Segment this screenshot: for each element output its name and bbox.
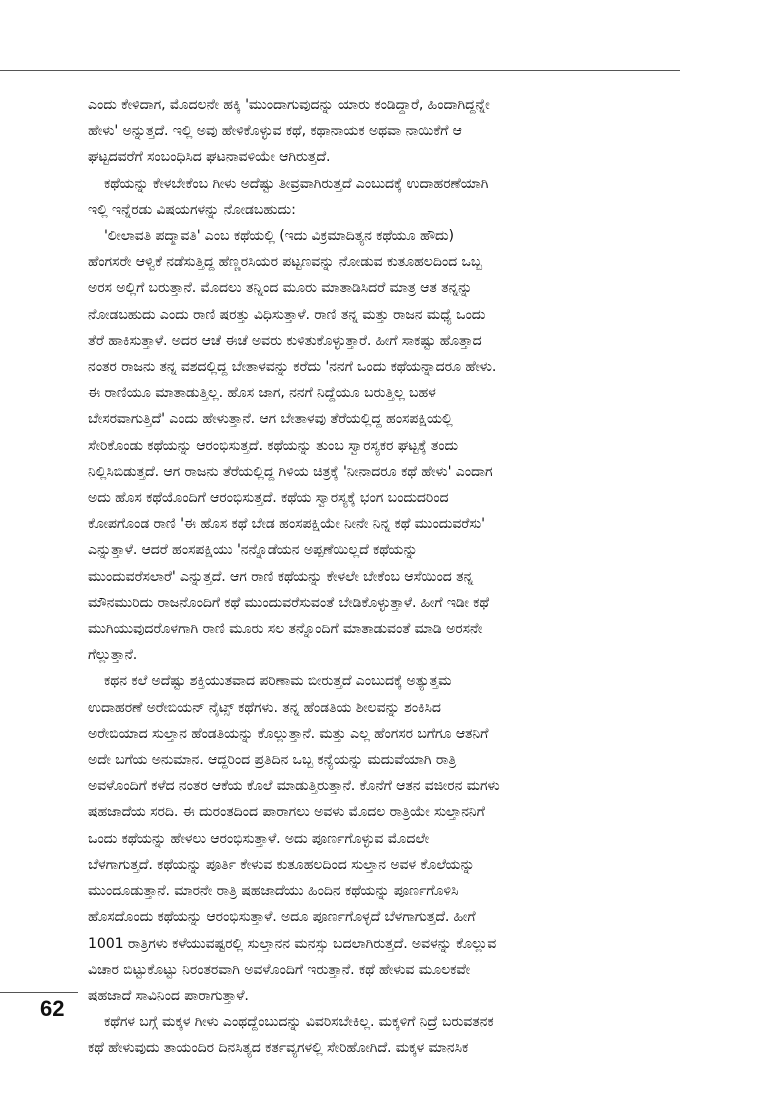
text-line: ಷಹಜಾದೆಯ ಸರದಿ. ಈ ದುರಂತದಿಂದ ಪಾರಾಗಲು ಅವಳು ಮೊದಲ ರಾತ್ರಿಯೇ ಸುಲ್ತಾನನಿಗೆ [88,804,485,821]
footer-rule [0,992,78,993]
text-line: ಷಹಜಾದೆ ಸಾವಿನಿಂದ ಪಾರಾಗುತ್ತಾಳೆ. [88,987,249,1004]
text-line: ಹೊಸದೊಂದು ಕಥೆಯನ್ನು ಆರಂಭಿಸುತ್ತಾಳೆ. ಅದೂ ಪೂರ್ಣಗೊಳ್ಳದೆ ಬೆಳಗಾಗುತ್ತದೆ. ಹೀಗೆ [88,909,476,926]
text-line: ಕಥನ ಕಲೆ ಅದೆಷ್ಟು ಶಕ್ತಿಯುತವಾದ ಪರಿಣಾಮ ಬೀರುತ್ತದೆ ಎಂಬುದಕ್ಕೆ ಅತ್ಯುತ್ತಮ [104,673,452,690]
text-line: ನಿಲ್ಲಿಸಿಬಿಡುತ್ತದೆ. ಆಗ ರಾಜನು ತೆರೆಯಲ್ಲಿದ್ದ ಗಿಳಿಯ ಚಿತ್ರಕ್ಕೆ 'ನೀನಾದರೂ ಕಥೆ ಹೇಳು' ಎಂದಾಗ [88,463,493,480]
text-line: ಮುಗಿಯುವುದರೊಳಗಾಗಿ ರಾಣಿ ಮೂರು ಸಲ ತನ್ನೊಂದಿಗೆ ಮಾತಾಡುವಂತೆ ಮಾಡಿ ಅರಸನೇ [88,621,483,638]
text-line: ಅವಳೊಂದಿಗೆ ಕಳೆದ ನಂತರ ಆಕೆಯ ಕೊಲೆ ಮಾಡುತ್ತಿರುತ್ತಾನೆ. ಕೊನೆಗೆ ಆತನ ವಜೀರನ ಮಗಳು [88,778,500,795]
text-line: ಕಥೆ ಹೇಳುವುದು ತಾಯಂದಿರ ದಿನಸಿತ್ಯದ ಕರ್ತವ್ಯಗಳಲ್ಲಿ ಸೇರಿಹೋಗಿದೆ. ಮಕ್ಕಳ ಮಾನಸಿಕ [88,1040,469,1057]
text-line: ಉದಾಹರಣೆ ಅರೇಬಿಯನ್ ನೈಟ್ಸ್ ಕಥೆಗಳು. ತನ್ನ ಹೆಂಡತಿಯ ಶೀಲವನ್ನು ಶಂಕಿಸಿದ [88,699,441,716]
text-line: ಘಟ್ಟದವರೆಗೆ ಸಂಬಂಧಿಸಿದ ಘಟನಾವಳಿಯೇ ಆಗಿರುತ್ತದೆ. [88,149,331,166]
text-line: ಗೆಲ್ಲುತ್ತಾನೆ. [88,647,138,664]
text-line: 1001 ರಾತ್ರಿಗಳು ಕಳೆಯುವಷ್ಟರಲ್ಲಿ ಸುಲ್ತಾನನ ಮನಸ್ಸು ಬದಲಾಗಿರುತ್ತದೆ. ಅವಳನ್ನು ಕೊಲ್ಲುವ [88,935,497,952]
text-line: ಎನ್ನುತ್ತಾಳೆ. ಆದರೆ ಹಂಸಪಕ್ಷಿಯು 'ನನ್ನೊಡೆಯನ ಅಪ್ಪಣೆಯಿಲ್ಲದೆ ಕಥೆಯನ್ನು [88,542,418,559]
text-line: ಬೇಸರವಾಗುತ್ತಿದೆ' ಎಂದು ಹೇಳುತ್ತಾನೆ. ಆಗ ಬೇತಾಳವು ತೆರೆಯಲ್ಲಿದ್ದ ಹಂಸಪಕ್ಷಿಯಲ್ಲಿ [88,411,453,428]
text-line: ಬೆಳಗಾಗುತ್ತದೆ. ಕಥೆಯನ್ನು ಪೂರ್ತಿ ಕೇಳುವ ಕುತೂಹಲದಿಂದ ಸುಲ್ತಾನ ಅವಳ ಕೊಲೆಯನ್ನು [88,856,475,873]
text-line: ಮುಂದುವರೆಸಲಾರೆ' ಎನ್ನುತ್ತದೆ. ಆಗ ರಾಣಿ ಕಥೆಯನ್ನು ಕೇಳಲೇ ಬೇಕೆಂಬ ಆಸೆಯಿಂದ ತನ್ನ [88,568,474,585]
text-line: ತೆರೆ ಹಾಕಿಸುತ್ತಾಳೆ. ಅದರ ಆಚೆ ಈಚೆ ಅವರು ಕುಳಿತುಕೊಳ್ಳುತ್ತಾರೆ. ಹೀಗೆ ಸಾಕಷ್ಟು ಹೊತ್ತಾದ [88,332,482,349]
top-rule [0,70,680,71]
text-line: ಈ ರಾಣಿಯೂ ಮಾತಾಡುತ್ತಿಲ್ಲ. ಹೊಸ ಜಾಗ, ನನಗೆ ನಿದ್ದೆಯೂ ಬರುತ್ತಿಲ್ಲ ಬಹಳ [88,385,436,402]
text-line: ಇಲ್ಲಿ ಇನ್ನೆರಡು ವಿಷಯಗಳನ್ನು ನೋಡಬಹುದು: [88,201,296,218]
text-line: 'ಲೀಲಾವತಿ ಪದ್ಮಾವತಿ' ಎಂಬ ಕಥೆಯಲ್ಲಿ (ಇದು ವಿಕ್ರಮಾದಿತ್ಯನ ಕಥೆಯೂ ಹೌದು) [104,228,454,245]
text-line: ಕಥೆಯನ್ನು ಕೇಳಬೇಕೆಂಬ ಗೀಳು ಅದೆಷ್ಟು ತೀವ್ರವಾಗಿರುತ್ತದೆ ಎಂಬುದಕ್ಕೆ ಉದಾಹರಣೆಯಾಗಿ [104,175,489,192]
text-line: ಅದೇ ಬಗೆಯ ಅನುಮಾನ. ಆದ್ದರಿಂದ ಪ್ರತಿದಿನ ಒಬ್ಬ ಕನ್ಯೆಯನ್ನು ಮದುವೆಯಾಗಿ ರಾತ್ರಿ [88,752,457,769]
paragraph [88,223,678,668]
text-line: ಮೌನಮುರಿದು ರಾಜನೊಂದಿಗೆ ಕಥೆ ಮುಂದುವರೆಸುವಂತೆ ಬೇಡಿಕೊಳ್ಳುತ್ತಾಳೆ. ಹೀಗೆ ಇಡೀ ಕಥೆ [88,594,489,611]
text-line: ನಂತರ ರಾಜನು ತನ್ನ ವಶದಲ್ಲಿದ್ದ ಬೇತಾಳವನ್ನು ಕರೆದು 'ನನಗೆ ಒಂದು ಕಥೆಯನ್ನಾದರೂ ಹೇಳು. [88,359,497,376]
text-line: ಮುಂದೂಡುತ್ತಾನೆ. ಮಾರನೇ ರಾತ್ರಿ ಷಹಜಾದೆಯು ಹಿಂದಿನ ಕಥೆಯನ್ನು ಪೂರ್ಣಗೊಳಿಸಿ [88,883,459,900]
text-line: ಹೆಂಗಸರೇ ಆಳ್ವಿಕೆ ನಡೆಸುತ್ತಿದ್ದ ಹೆಣ್ಣರಸಿಯರ ಪಟ್ಟಣವನ್ನು ನೋಡುವ ಕುತೂಹಲದಿಂದ ಒಬ್ಬ [88,254,482,271]
text-line: ಕೋಪಗೊಂಡ ರಾಣಿ 'ಈ ಹೊಸ ಕಥೆ ಬೇಡ ಹಂಸಪಕ್ಷಿಯೇ ನೀನೇ ನಿನ್ನ ಕಥೆ ಮುಂದುವರೆಸು' [88,516,485,533]
text-line: ಅರೇಬಿಯಾದ ಸುಲ್ತಾನ ಹೆಂಡತಿಯನ್ನು ಕೊಲ್ಲುತ್ತಾನೆ. ಮತ್ತು ಎಲ್ಲ ಹೆಂಗಸರ ಬಗೆಗೂ ಆತನಿಗೆ [88,725,489,742]
text-line: ಕಥೆಗಳ ಬಗ್ಗೆ ಮಕ್ಕಳ ಗೀಳು ಎಂಥದ್ದೆಂಬುದನ್ನು ವಿವರಿಸಬೇಕಿಲ್ಲ. ಮಕ್ಕಳಿಗೆ ನಿದ್ರೆ ಬರುವತನಕ [104,1014,494,1031]
text-line: ಎಂದು ಕೇಳಿದಾಗ, ಮೊದಲನೇ ಹಕ್ಕಿ 'ಮುಂದಾಗುವುದನ್ನು ಯಾರು ಕಂಡಿದ್ದಾರೆ, ಹಿಂದಾಗಿದ್ದನ್ನೇ [88,97,490,113]
text-line: ಒಂದು ಕಥೆಯನ್ನು ಹೇಳಲು ಆರಂಭಿಸುತ್ತಾಳೆ. ಅದು ಪೂರ್ಣಗೊಳ್ಳುವ ಮೊದಲೇ [88,830,430,847]
text-line: ನೋಡಬಹುದು ಎಂದು ರಾಣಿ ಷರತ್ತು ವಿಧಿಸುತ್ತಾಳೆ. ರಾಣಿ ತನ್ನ ಮತ್ತು ರಾಜನ ಮಧ್ಯೆ ಒಂದು [88,306,486,323]
text-line: ವಿಚಾರ ಬಿಟ್ಟುಕೊಟ್ಟು ನಿರಂತರವಾಗಿ ಅವಳೊಂದಿಗೆ ಇರುತ್ತಾನೆ. ಕಥೆ ಹೇಳುವ ಮೂಲಕವೇ [88,961,471,978]
paragraph [88,668,678,1009]
text-line: ಸೇರಿಕೊಂಡು ಕಥೆಯನ್ನು ಆರಂಭಿಸುತ್ತದೆ. ಕಥೆಯನ್ನು ತುಂಬ ಸ್ವಾರಸ್ಯಕರ ಘಟ್ಟಕ್ಕೆ ತಂದು [88,437,459,454]
body-text [88,92,678,1062]
page-number: 62 [40,996,65,1021]
paragraph [88,1009,678,1061]
text-line: ಅದು ಹೊಸ ಕಥೆಯೊಂದಿಗೆ ಆರಂಭಿಸುತ್ತದೆ. ಕಥೆಯ ಸ್ವಾರಸ್ಯಕ್ಕೆ ಭಂಗ ಬಂದುದರಿಂದ [88,490,449,507]
text-line: ಹೇಳು' ಅನ್ನುತ್ತದೆ. ಇಲ್ಲಿ ಅವು ಹೇಳಿಕೊಳ್ಳುವ ಕಥೆ, ಕಥಾನಾಯಕ ಅಥವಾ ನಾಯಿಕೆಗೆ ಆ [88,123,462,140]
text-line: ಅರಸ ಅಲ್ಲಿಗೆ ಬರುತ್ತಾನೆ. ಮೊದಲು ತನ್ನಿಂದ ಮೂರು ಮಾತಾಡಿಸಿದರೆ ಮಾತ್ರ ಆತ ತನ್ನನ್ನು [88,280,473,297]
paragraph [88,171,678,223]
paragraph [88,92,678,171]
